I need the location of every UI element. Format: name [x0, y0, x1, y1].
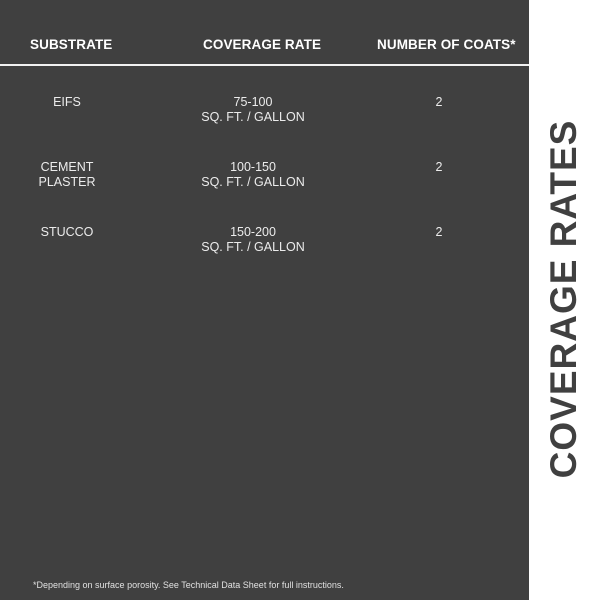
coats-cell: 2 — [435, 95, 443, 109]
table-row — [0, 225, 529, 265]
substrate-cell — [17, 225, 117, 240]
header-divider — [0, 64, 529, 66]
coverage-rate-cell — [193, 95, 313, 125]
side-title-panel — [529, 0, 600, 600]
substrate-text: EIFS — [53, 95, 81, 109]
table-row — [0, 160, 529, 200]
coats-cell: 2 — [435, 225, 443, 239]
footnote: *Depending on surface porosity. See Technical Data Sheet for full instructions. — [33, 580, 344, 590]
coverage-unit: SQ. FT. / GALLON — [201, 110, 305, 124]
table-header-row — [0, 0, 529, 64]
header-substrate: SUBSTRATE — [30, 37, 113, 52]
table-row — [0, 95, 529, 135]
coverage-rate-cell — [193, 225, 313, 255]
coats-cell: 2 — [435, 160, 443, 174]
substrate-text: STUCCO — [40, 225, 94, 239]
header-coverage-rate: COVERAGE RATE — [203, 37, 322, 52]
coverage-range: 100-150 — [230, 160, 276, 174]
coverage-range: 75-100 — [233, 95, 273, 109]
substrate-cell — [17, 95, 117, 110]
coverage-rate-cell — [193, 160, 313, 190]
coverage-unit: SQ. FT. / GALLON — [201, 240, 305, 254]
side-title: COVERAGE RATES — [543, 119, 584, 479]
substrate-text: CEMENT — [40, 160, 94, 174]
coverage-range: 150-200 — [230, 225, 276, 239]
coverage-unit: SQ. FT. / GALLON — [201, 175, 305, 189]
substrate-text: PLASTER — [38, 175, 96, 189]
header-number-of-coats: NUMBER OF COATS* — [377, 37, 516, 52]
substrate-cell — [17, 160, 117, 190]
